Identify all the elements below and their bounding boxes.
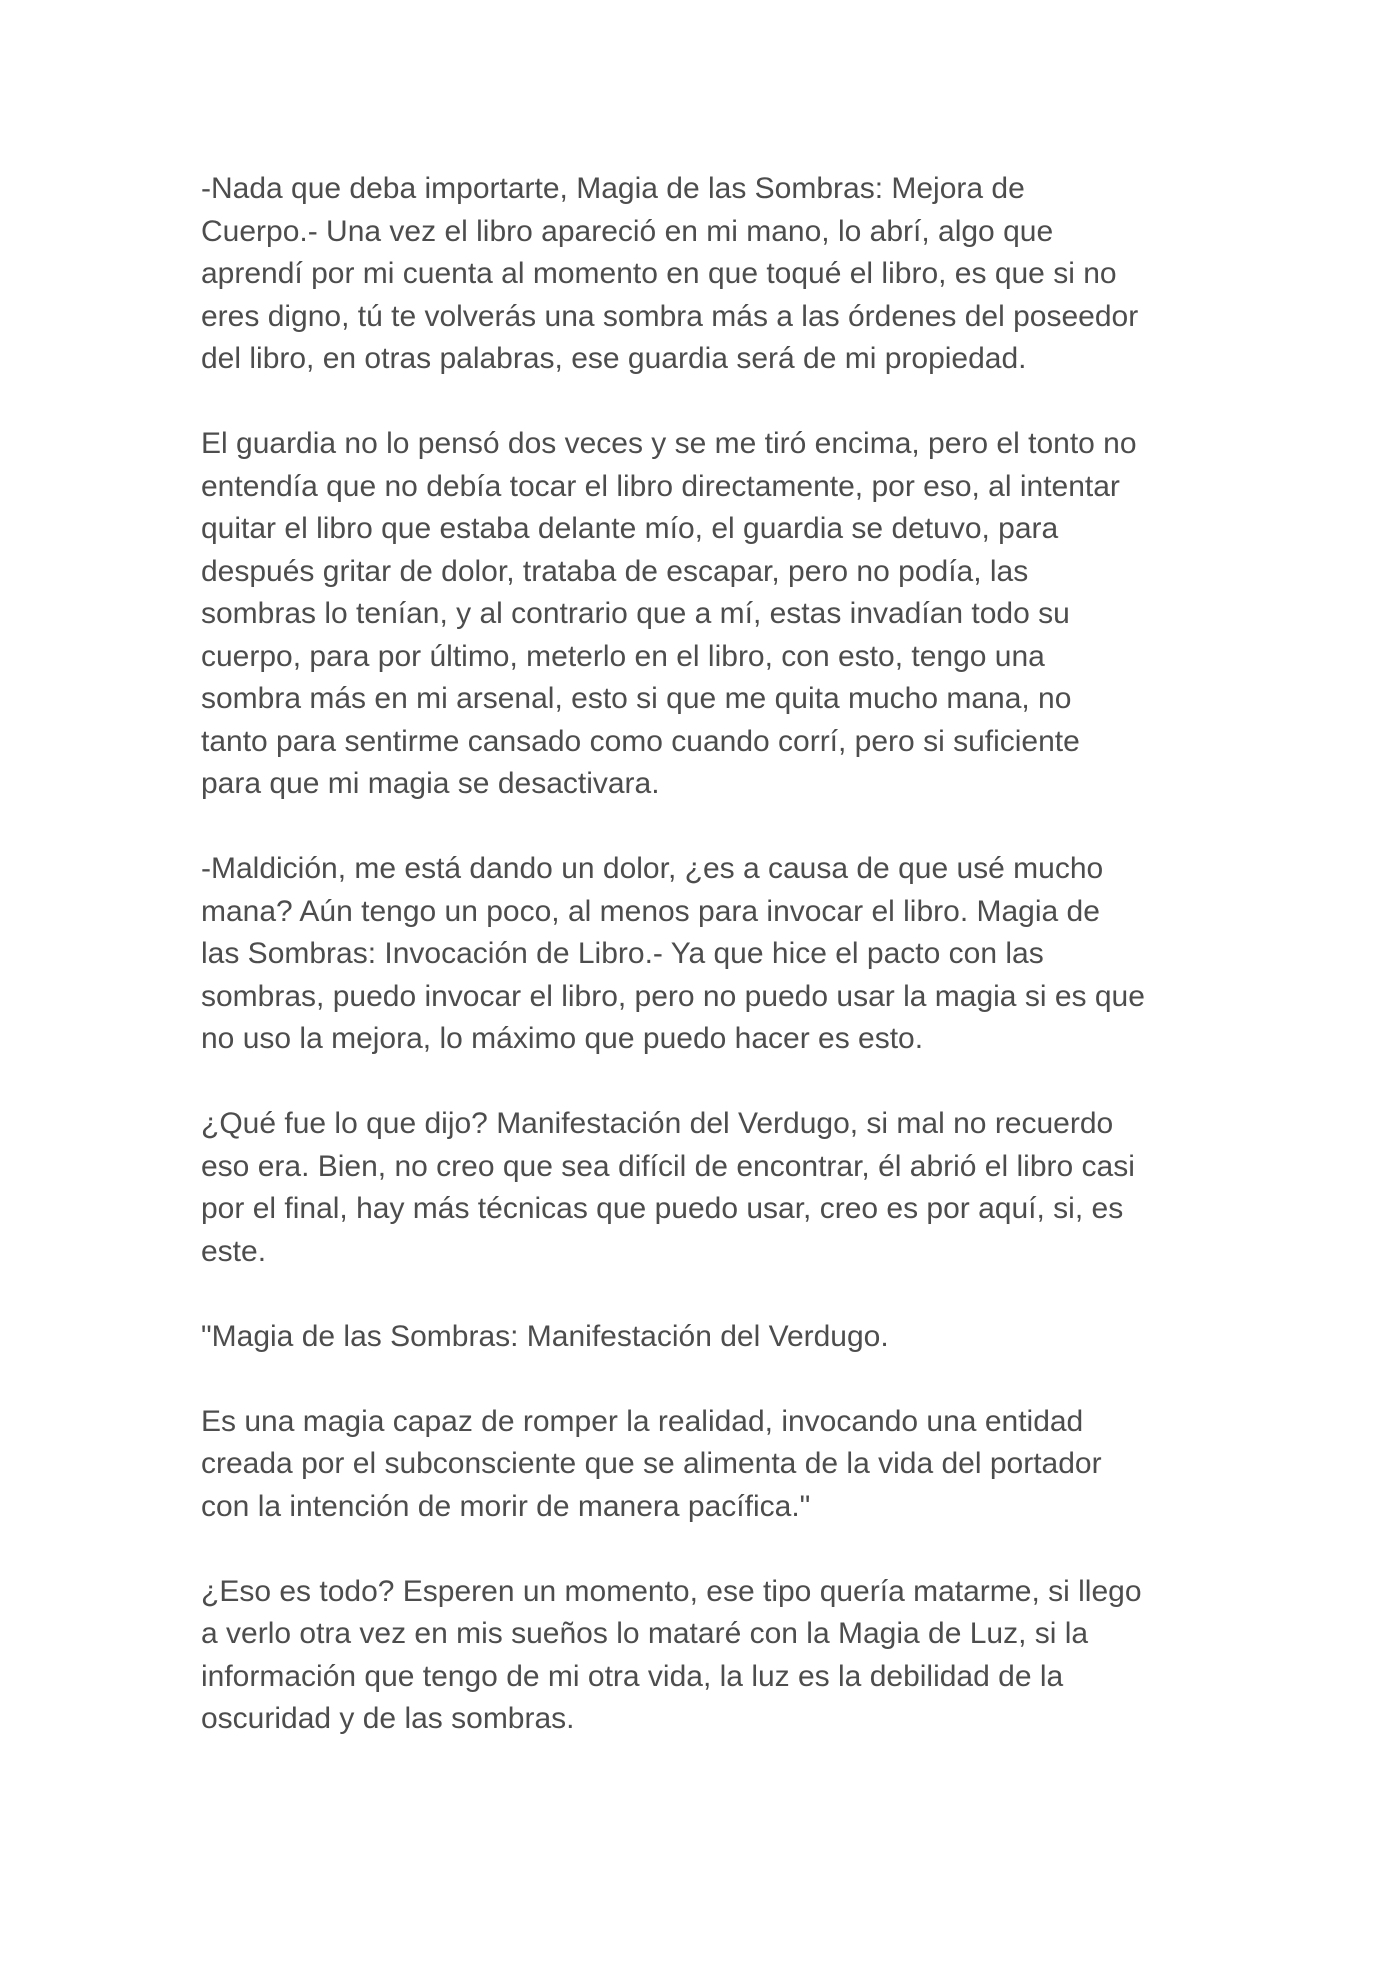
paragraph: -Nada que deba importarte, Magia de las Sombras: Mejora de Cuerpo.- Una vez el libro apareció en mi mano, lo abrí, algo que aprendí por mi cuenta al momento en que toqué el libro, es que si no eres digno, tú te volverás una sombra más a las órdenes del poseedor del libro, en otras palabras, ese guardia será de mi propiedad. [201, 172, 1139, 375]
paragraph: -Maldición, me está dando un dolor, ¿es a causa de que usé mucho mana? Aún tengo un poco, al menos para invocar el libro. Magia de las Sombras: Invocación de Libro.- Ya que hice el pacto con las sombras, puedo invocar el libro, pero no puedo usar la magia si es que no uso la mejora, lo máximo que puedo hacer es esto. [201, 852, 1145, 1055]
paragraph: El guardia no lo pensó dos veces y se me tiró encima, pero el tonto no entendía que no debía tocar el libro directamente, por eso, al intentar quitar el libro que estaba delante mío, el guardia se detuvo, para después gritar de dolor, trataba de escapar, pero no podía, las sombras lo tenían, y al contrario que a mí, estas invadían todo su cuerpo, para por último, meterlo en el libro, con esto, tengo una sombra más en mi arsenal, esto si que me quita mucho mana, no tanto para sentirme cansado como cuando corrí, pero si suficiente para que mi magia se desactivara. [201, 427, 1137, 800]
paragraph: ¿Qué fue lo que dijo? Manifestación del Verdugo, si mal no recuerdo eso era. Bien, no creo que sea difícil de encontrar, él abrió el libro casi por el final, hay más técnicas que puedo usar, creo es por aquí, si, es este. [201, 1107, 1135, 1268]
document-body [201, 168, 1211, 1783]
paragraph: Es una magia capaz de romper la realidad, invocando una entidad creada por el subconsciente que se alimenta de la vida del portador con la intención de morir de manera pacífica." [201, 1404, 1102, 1523]
paragraph: ¿Eso es todo? Esperen un momento, ese tipo quería matarme, si llego a verlo otra vez en mis sueños lo mataré con la Magia de Luz, si la información que tengo de mi otra vida, la luz es la debilidad de la oscuridad y de las sombras. [201, 1574, 1142, 1735]
paragraph: "Magia de las Sombras: Manifestación del Verdugo. [201, 1319, 889, 1353]
